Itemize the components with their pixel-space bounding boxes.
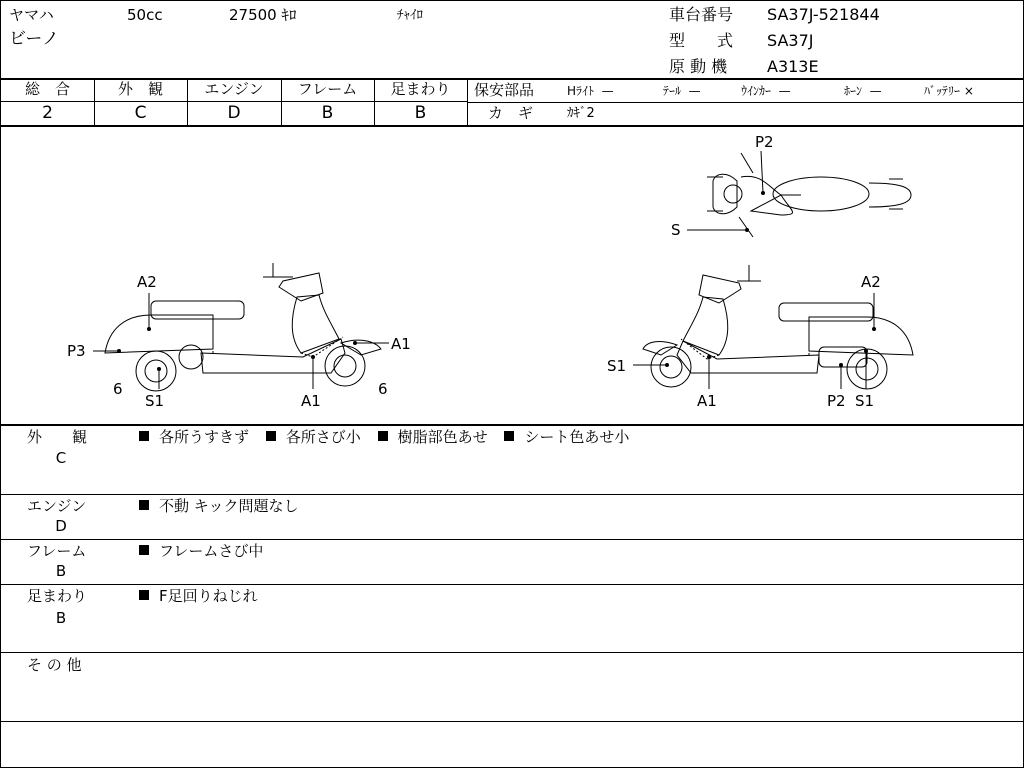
grade-engine-label: エンジン [204, 80, 264, 98]
mileage: 27500 ｷﾛ [229, 6, 297, 24]
scooter-top-view [707, 153, 911, 237]
displacement: 50cc [127, 6, 163, 24]
damage-diagram [1, 126, 1023, 425]
note-other-title: そ の 他 [27, 656, 82, 674]
grade-frame-value: B [321, 103, 334, 123]
label-left-s1: S1 [145, 392, 165, 410]
label-left-6a: 6 [113, 380, 123, 398]
label-left-a1-mid: A1 [301, 392, 321, 410]
label-top-p2: P2 [755, 133, 774, 151]
divider [1, 101, 467, 102]
safety-item-horn: ﾎｰﾝ — [844, 84, 882, 98]
note-suspension-title: 足まわり [27, 587, 88, 605]
grade-suspension-value: B [414, 103, 427, 123]
model-type-value: SA37J [767, 31, 814, 50]
note-frame-grade: B [55, 562, 67, 580]
grade-overall-value: 2 [42, 103, 53, 123]
engine-model-label: 原 動 機 [669, 57, 728, 76]
note-exterior-title: 外 観 [27, 428, 88, 446]
frame-number-value: SA37J-521844 [767, 5, 880, 24]
model-name: ビーノ [9, 29, 59, 49]
key-value: ｶｷﾞ2 [567, 106, 595, 121]
frame-number-label: 車台番号 [669, 5, 734, 24]
safety-item-headlight: Hﾗｲﾄ — [567, 84, 614, 98]
label-right-s1: S1 [607, 357, 627, 375]
note-frame-items: フレームさび中 [139, 544, 275, 559]
note-engine-grade: D [55, 517, 67, 535]
label-left-a1-front: A1 [391, 335, 411, 353]
safety-parts-label: 保安部品 [474, 81, 535, 99]
safety-item-winker: ｳｲﾝｶｰ — [741, 84, 791, 98]
label-left-p3: P3 [67, 342, 86, 360]
grade-suspension-label: 足まわり [390, 80, 451, 98]
grade-overall-label: 総 合 [24, 80, 70, 98]
divider [1, 424, 1023, 426]
label-left-a2: A2 [137, 273, 157, 291]
grade-exterior-label: 外 観 [117, 80, 163, 98]
key-label: カ ギ [488, 104, 534, 122]
model-type-label: 型 式 [669, 31, 734, 50]
note-suspension-items: F足回りねじれ [139, 589, 270, 604]
note-exterior-grade: C [55, 449, 67, 467]
label-left-6b: 6 [378, 380, 388, 398]
grade-exterior-value: C [134, 103, 147, 123]
note-engine-title: エンジン [27, 497, 87, 515]
label-right-a2: A2 [861, 273, 881, 291]
safety-item-battery: ﾊﾞｯﾃﾘｰ × [924, 84, 974, 98]
note-suspension-grade: B [55, 609, 67, 627]
label-right-p2: P2 [827, 392, 846, 410]
color: ﾁｬｲﾛ [397, 8, 423, 23]
note-engine-items: 不動 キック問題なし [139, 499, 310, 514]
safety-item-taillight: ﾃｰﾙ — [663, 84, 701, 98]
note-exterior-items: 各所うすきず 各所さび小 樹脂部色あせ シート色あせ小 [139, 430, 641, 445]
divider [467, 102, 1023, 103]
label-right-s1-rear: S1 [855, 392, 875, 410]
engine-model-value: A313E [767, 57, 819, 76]
grade-frame-label: フレーム [297, 80, 358, 98]
label-right-a1: A1 [697, 392, 717, 410]
note-frame-title: フレーム [27, 542, 87, 560]
label-top-s: S [671, 221, 681, 239]
grade-engine-value: D [227, 103, 241, 123]
maker: ヤマハ [9, 6, 54, 24]
